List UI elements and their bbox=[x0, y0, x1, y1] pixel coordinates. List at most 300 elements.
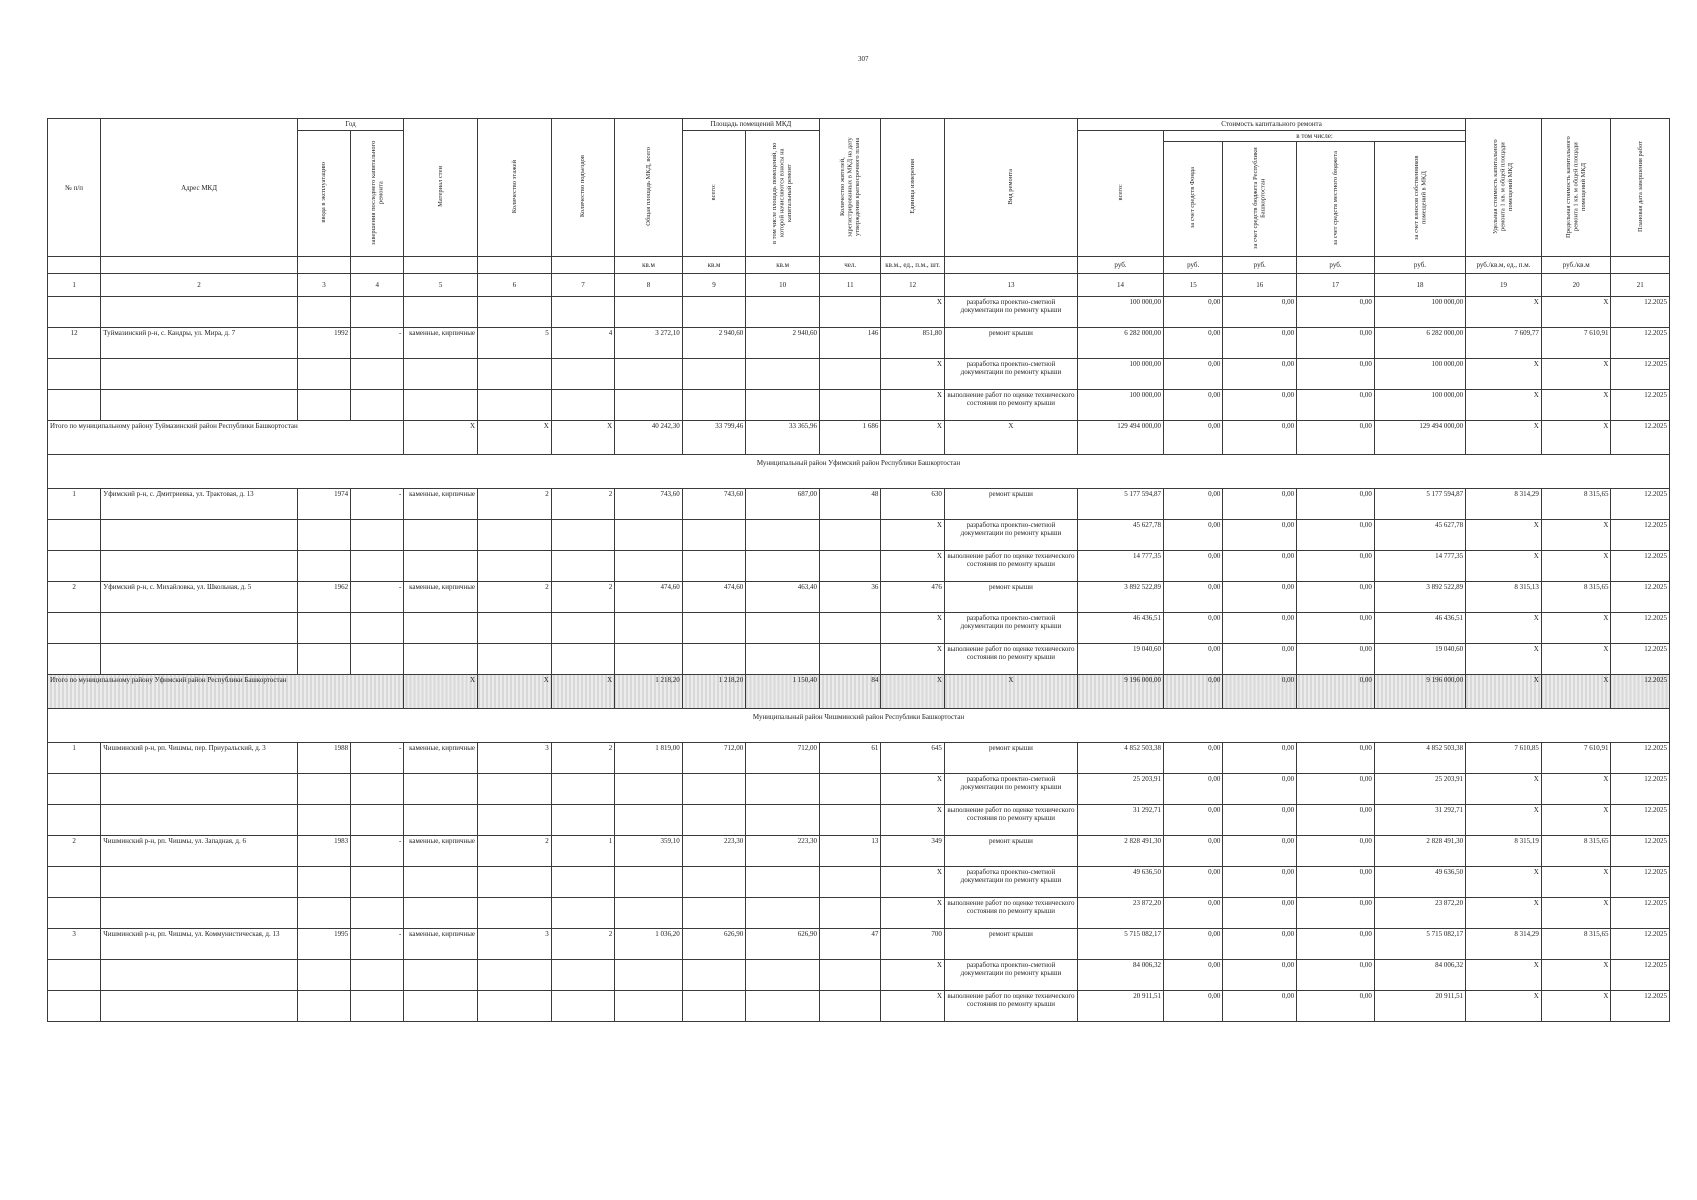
header-residents: Количество жителей, зарегистрированных в МКД на дату утверждения краткосрочного плана bbox=[820, 119, 881, 257]
table-cell: 129 494 000,00 bbox=[1078, 421, 1164, 455]
header-premises-paying: в том числе площадь помещений, по которой начисляются взносы на капитальный ремонт bbox=[746, 131, 820, 257]
table-cell: - bbox=[351, 929, 404, 960]
work-type-cell: выполнение работ по оценке технического состояния по ремонту крыши bbox=[944, 390, 1077, 421]
table-cell: 7 610,91 bbox=[1541, 743, 1611, 774]
table-cell bbox=[297, 805, 350, 836]
table-cell: каменные, кирпичные bbox=[404, 489, 478, 520]
table-cell bbox=[404, 867, 478, 898]
table-cell bbox=[615, 805, 683, 836]
table-cell bbox=[551, 960, 614, 991]
table-cell bbox=[101, 297, 298, 328]
table-cell: 2 bbox=[48, 582, 101, 613]
table-cell bbox=[820, 613, 881, 644]
table-cell: 476 bbox=[881, 582, 944, 613]
table-cell: 12.2025 bbox=[1611, 675, 1670, 709]
table-cell: 8 315,19 bbox=[1466, 836, 1542, 867]
table-cell bbox=[746, 867, 820, 898]
table-cell bbox=[478, 551, 552, 582]
header-year-last-repair: завершения последнего капитального ремонта bbox=[351, 131, 404, 257]
table-cell: X bbox=[1466, 644, 1542, 675]
table-cell: 0,00 bbox=[1297, 774, 1375, 805]
table-cell: 12.2025 bbox=[1611, 489, 1670, 520]
table-cell: X bbox=[1466, 675, 1542, 709]
table-cell: 48 bbox=[820, 489, 881, 520]
work-type-cell: выполнение работ по оценке технического состояния по ремонту крыши bbox=[944, 551, 1077, 582]
table-cell: 100 000,00 bbox=[1078, 390, 1164, 421]
table-cell: 36 bbox=[820, 582, 881, 613]
unit-cell: руб. bbox=[1078, 257, 1164, 274]
table-cell bbox=[746, 991, 820, 1022]
column-number: 3 bbox=[297, 274, 350, 297]
unit-cell bbox=[1611, 257, 1670, 274]
table-cell: 0,00 bbox=[1164, 328, 1223, 359]
table-cell: 0,00 bbox=[1297, 390, 1375, 421]
table-cell: X bbox=[1541, 867, 1611, 898]
table-cell bbox=[101, 644, 298, 675]
table-cell bbox=[101, 805, 298, 836]
header-unit-cost: Удельная стоимость капитального ремонта 1 кв. м общей площади помещений МКД bbox=[1466, 119, 1542, 257]
table-cell: 0,00 bbox=[1223, 421, 1297, 455]
table-cell: 12.2025 bbox=[1611, 644, 1670, 675]
work-type-cell: разработка проектно-сметной документации по ремонту крыши bbox=[944, 960, 1077, 991]
table-cell: 100 000,00 bbox=[1078, 359, 1164, 390]
table-cell bbox=[48, 359, 101, 390]
table-cell: X bbox=[1541, 551, 1611, 582]
table-cell bbox=[615, 898, 683, 929]
table-cell: 223,30 bbox=[746, 836, 820, 867]
table-cell: 2 940,60 bbox=[746, 328, 820, 359]
header-work-type: Вид ремонта bbox=[944, 119, 1077, 257]
column-number: 6 bbox=[478, 274, 552, 297]
work-type-cell: разработка проектно-сметной документации по ремонту крыши bbox=[944, 774, 1077, 805]
table-cell: 0,00 bbox=[1223, 328, 1297, 359]
table-cell: 33 365,96 bbox=[746, 421, 820, 455]
table-cell: каменные, кирпичные bbox=[404, 328, 478, 359]
unit-cell: кв.м bbox=[746, 257, 820, 274]
table-cell: X bbox=[1541, 644, 1611, 675]
table-cell: 5 715 082,17 bbox=[1374, 929, 1465, 960]
unit-cell: руб. bbox=[1297, 257, 1375, 274]
table-cell: 12.2025 bbox=[1611, 960, 1670, 991]
table-cell: 1 218,20 bbox=[682, 675, 745, 709]
table-cell: 12.2025 bbox=[1611, 991, 1670, 1022]
table-cell: 743,60 bbox=[682, 489, 745, 520]
table-cell: - bbox=[351, 836, 404, 867]
table-cell: 0,00 bbox=[1223, 836, 1297, 867]
table-cell bbox=[682, 551, 745, 582]
table-cell bbox=[615, 774, 683, 805]
table-cell: 0,00 bbox=[1223, 898, 1297, 929]
table-cell bbox=[101, 551, 298, 582]
table-cell bbox=[404, 774, 478, 805]
table-cell bbox=[615, 867, 683, 898]
table-cell: 2 bbox=[551, 489, 614, 520]
table-cell: 146 bbox=[820, 328, 881, 359]
table-cell bbox=[682, 774, 745, 805]
table-cell bbox=[682, 644, 745, 675]
table-cell bbox=[746, 520, 820, 551]
table-cell: X bbox=[1466, 774, 1542, 805]
work-row bbox=[48, 867, 1670, 898]
table-cell: 31 292,71 bbox=[1374, 805, 1465, 836]
table-cell: 645 bbox=[881, 743, 944, 774]
work-type-cell: ремонт крыши bbox=[944, 328, 1077, 359]
table-cell: 1 bbox=[48, 743, 101, 774]
table-cell: 6 282 000,00 bbox=[1078, 328, 1164, 359]
table-cell: 46 436,51 bbox=[1374, 613, 1465, 644]
work-type-cell: выполнение работ по оценке технического состояния по ремонту крыши bbox=[944, 898, 1077, 929]
table-cell bbox=[101, 520, 298, 551]
header-total-area: Общая площадь МКД, всего bbox=[615, 119, 683, 257]
table-cell: 100 000,00 bbox=[1078, 297, 1164, 328]
table-cell: X bbox=[1541, 520, 1611, 551]
table-cell: X bbox=[1466, 613, 1542, 644]
column-number: 2 bbox=[101, 274, 298, 297]
table-cell bbox=[746, 613, 820, 644]
header-address: Адрес МКД bbox=[101, 119, 298, 257]
table-cell: 12.2025 bbox=[1611, 297, 1670, 328]
table-cell: X bbox=[1541, 390, 1611, 421]
table-cell bbox=[404, 898, 478, 929]
table-cell bbox=[820, 644, 881, 675]
table-cell: 0,00 bbox=[1164, 359, 1223, 390]
table-cell: 0,00 bbox=[1223, 551, 1297, 582]
table-cell: X bbox=[944, 421, 1077, 455]
table-cell: X bbox=[551, 675, 614, 709]
table-cell: 0,00 bbox=[1164, 898, 1223, 929]
table-cell: 8 315,13 bbox=[1466, 582, 1542, 613]
table-cell: 851,80 bbox=[881, 328, 944, 359]
table-cell: 0,00 bbox=[1297, 359, 1375, 390]
table-cell: X bbox=[881, 613, 944, 644]
total-label: Итого по муниципальному району Туймазинский район Республики Башкортостан bbox=[48, 421, 404, 455]
table-cell bbox=[297, 613, 350, 644]
table-cell: 2 828 491,30 bbox=[1374, 836, 1465, 867]
table-cell: каменные, кирпичные bbox=[404, 582, 478, 613]
table-cell bbox=[551, 551, 614, 582]
table-cell: 8 315,65 bbox=[1541, 489, 1611, 520]
column-number: 12 bbox=[881, 274, 944, 297]
table-cell: 1 036,20 bbox=[615, 929, 683, 960]
table-cell: 5 177 594,87 bbox=[1078, 489, 1164, 520]
table-cell: 712,00 bbox=[746, 743, 820, 774]
header-wall-material: Материал стен bbox=[404, 119, 478, 257]
table-cell: 0,00 bbox=[1297, 836, 1375, 867]
table-cell: 46 436,51 bbox=[1078, 613, 1164, 644]
table-cell: 12.2025 bbox=[1611, 551, 1670, 582]
table-cell bbox=[297, 359, 350, 390]
table-cell bbox=[615, 991, 683, 1022]
header-cost-total: всего: bbox=[1078, 131, 1164, 257]
table-cell bbox=[682, 390, 745, 421]
table-cell bbox=[682, 613, 745, 644]
header-cost-owners: за счет взносов собственников помещений в МКД bbox=[1374, 142, 1465, 257]
table-cell: 0,00 bbox=[1164, 421, 1223, 455]
table-cell bbox=[297, 960, 350, 991]
table-cell: 49 636,50 bbox=[1374, 867, 1465, 898]
table-cell: 223,30 bbox=[682, 836, 745, 867]
work-type-cell: разработка проектно-сметной документации по ремонту крыши bbox=[944, 297, 1077, 328]
column-number: 1 bbox=[48, 274, 101, 297]
header-unit: Единица измерения bbox=[881, 119, 944, 257]
header-floors: Количество этажей bbox=[478, 119, 552, 257]
table-cell: X bbox=[881, 898, 944, 929]
table-cell: X bbox=[1466, 805, 1542, 836]
table-cell: 1962 bbox=[297, 582, 350, 613]
page-number: 307 bbox=[858, 55, 869, 63]
column-number: 15 bbox=[1164, 274, 1223, 297]
table-cell bbox=[820, 805, 881, 836]
table-cell bbox=[746, 960, 820, 991]
table-cell bbox=[351, 644, 404, 675]
table-cell bbox=[820, 898, 881, 929]
table-cell bbox=[297, 867, 350, 898]
table-cell bbox=[48, 867, 101, 898]
table-cell: каменные, кирпичные bbox=[404, 743, 478, 774]
table-cell: 0,00 bbox=[1297, 898, 1375, 929]
table-cell: X bbox=[1541, 805, 1611, 836]
table-cell: X bbox=[881, 359, 944, 390]
work-row bbox=[48, 805, 1670, 836]
work-type-cell: выполнение работ по оценке технического состояния по ремонту крыши bbox=[944, 805, 1077, 836]
table-cell bbox=[101, 960, 298, 991]
house-row bbox=[48, 929, 1670, 960]
table-cell bbox=[101, 991, 298, 1022]
table-cell: 0,00 bbox=[1164, 929, 1223, 960]
table-cell bbox=[404, 805, 478, 836]
table-cell bbox=[478, 613, 552, 644]
table-cell bbox=[297, 774, 350, 805]
table-cell bbox=[551, 297, 614, 328]
table-cell: X bbox=[881, 867, 944, 898]
table-cell: 0,00 bbox=[1297, 551, 1375, 582]
table-cell bbox=[820, 867, 881, 898]
table-cell: X bbox=[881, 297, 944, 328]
column-number: 8 bbox=[615, 274, 683, 297]
table-cell: X bbox=[1466, 297, 1542, 328]
table-cell bbox=[404, 644, 478, 675]
table-cell: X bbox=[881, 644, 944, 675]
table-cell: 0,00 bbox=[1297, 743, 1375, 774]
table-cell: Уфимский р-н, с. Дмитриевка, ул. Трактовая, д. 13 bbox=[101, 489, 298, 520]
total-label: Итого по муниципальному району Уфимский район Республики Башкортостан bbox=[48, 675, 404, 709]
table-cell: 743,60 bbox=[615, 489, 683, 520]
table-cell: 9 196 000,00 bbox=[1078, 675, 1164, 709]
table-cell: X bbox=[1466, 421, 1542, 455]
table-cell: 0,00 bbox=[1297, 520, 1375, 551]
table-cell bbox=[351, 867, 404, 898]
table-cell: - bbox=[351, 743, 404, 774]
table-cell: 474,60 bbox=[682, 582, 745, 613]
table-cell: 463,40 bbox=[746, 582, 820, 613]
table-cell bbox=[48, 297, 101, 328]
table-cell: 0,00 bbox=[1223, 805, 1297, 836]
table-cell: X bbox=[881, 390, 944, 421]
table-cell bbox=[48, 960, 101, 991]
table-cell: 0,00 bbox=[1223, 675, 1297, 709]
header-entrances: Количество подъездов bbox=[551, 119, 614, 257]
table-cell: 1 218,20 bbox=[615, 675, 683, 709]
table-cell bbox=[746, 551, 820, 582]
table-cell: 0,00 bbox=[1164, 805, 1223, 836]
table-cell: 9 196 000,00 bbox=[1374, 675, 1465, 709]
column-number: 10 bbox=[746, 274, 820, 297]
table-cell: 12.2025 bbox=[1611, 421, 1670, 455]
table-cell: X bbox=[881, 805, 944, 836]
table-cell: 1 bbox=[48, 489, 101, 520]
table-cell bbox=[820, 520, 881, 551]
column-numbers-row bbox=[48, 274, 1670, 297]
table-cell bbox=[551, 991, 614, 1022]
units-row bbox=[48, 257, 1670, 274]
table-cell bbox=[746, 805, 820, 836]
table-cell: 8 315,65 bbox=[1541, 836, 1611, 867]
table-cell bbox=[746, 297, 820, 328]
work-row bbox=[48, 960, 1670, 991]
table-cell: 349 bbox=[881, 836, 944, 867]
table-cell bbox=[551, 867, 614, 898]
table-cell: X bbox=[478, 421, 552, 455]
work-type-cell: ремонт крыши bbox=[944, 489, 1077, 520]
table-cell: 6 282 000,00 bbox=[1374, 328, 1465, 359]
table-cell: 19 040,60 bbox=[1374, 644, 1465, 675]
table-cell: 0,00 bbox=[1297, 489, 1375, 520]
work-type-cell: разработка проектно-сметной документации по ремонту крыши bbox=[944, 613, 1077, 644]
work-type-cell: разработка проектно-сметной документации по ремонту крыши bbox=[944, 359, 1077, 390]
region-title: Муниципальный район Чишминский район Республики Башкортостан bbox=[48, 709, 1670, 743]
table-cell bbox=[682, 805, 745, 836]
table-cell: 0,00 bbox=[1297, 297, 1375, 328]
table-cell: X bbox=[1541, 675, 1611, 709]
header-limit-cost: Предельная стоимость капитального ремонта 1 кв. м общей площади помещений МКД bbox=[1541, 119, 1611, 257]
table-cell bbox=[351, 520, 404, 551]
table-cell: 2 bbox=[551, 929, 614, 960]
table-cell: 8 315,65 bbox=[1541, 929, 1611, 960]
table-cell: 12.2025 bbox=[1611, 520, 1670, 551]
table-cell: 2 828 491,30 bbox=[1078, 836, 1164, 867]
table-cell: 20 911,51 bbox=[1078, 991, 1164, 1022]
table-cell bbox=[351, 805, 404, 836]
table-cell: X bbox=[1541, 421, 1611, 455]
table-cell: 0,00 bbox=[1164, 991, 1223, 1022]
table-cell bbox=[48, 991, 101, 1022]
table-cell: 8 314,29 bbox=[1466, 929, 1542, 960]
table-cell: 1995 bbox=[297, 929, 350, 960]
table-cell: 1 819,00 bbox=[615, 743, 683, 774]
capital-repair-table bbox=[47, 118, 1670, 1022]
column-number: 21 bbox=[1611, 274, 1670, 297]
table-cell: 14 777,35 bbox=[1374, 551, 1465, 582]
column-number: 19 bbox=[1466, 274, 1542, 297]
table-cell bbox=[682, 991, 745, 1022]
table-cell: 0,00 bbox=[1297, 929, 1375, 960]
table-cell: X bbox=[1541, 297, 1611, 328]
table-cell: 3 bbox=[478, 929, 552, 960]
table-cell bbox=[615, 520, 683, 551]
table-cell: X bbox=[881, 551, 944, 582]
table-cell: 1 150,40 bbox=[746, 675, 820, 709]
table-cell: каменные, кирпичные bbox=[404, 929, 478, 960]
table-cell bbox=[746, 898, 820, 929]
table-cell bbox=[615, 551, 683, 582]
table-cell bbox=[351, 551, 404, 582]
table-cell bbox=[551, 359, 614, 390]
table-cell: 0,00 bbox=[1164, 867, 1223, 898]
table-cell: каменные, кирпичные bbox=[404, 836, 478, 867]
table-cell bbox=[478, 805, 552, 836]
table-cell: 12.2025 bbox=[1611, 328, 1670, 359]
work-type-cell: ремонт крыши bbox=[944, 836, 1077, 867]
table-cell: 0,00 bbox=[1223, 867, 1297, 898]
table-cell: 5 bbox=[478, 328, 552, 359]
table-cell bbox=[297, 297, 350, 328]
table-cell: 474,60 bbox=[615, 582, 683, 613]
table-cell: 0,00 bbox=[1223, 390, 1297, 421]
table-cell: 84 bbox=[820, 675, 881, 709]
table-cell: 700 bbox=[881, 929, 944, 960]
table-cell: 61 bbox=[820, 743, 881, 774]
table-cell bbox=[551, 805, 614, 836]
table-cell bbox=[820, 297, 881, 328]
table-cell: 2 bbox=[478, 582, 552, 613]
table-cell bbox=[478, 390, 552, 421]
table-cell: 12.2025 bbox=[1611, 582, 1670, 613]
table-cell bbox=[297, 644, 350, 675]
work-type-cell: ремонт крыши bbox=[944, 582, 1077, 613]
table-cell: 1 686 bbox=[820, 421, 881, 455]
table-cell: 2 bbox=[551, 743, 614, 774]
table-cell: 630 bbox=[881, 489, 944, 520]
header-cost-local: за счет средств местного бюджета bbox=[1297, 142, 1375, 257]
column-number: 13 bbox=[944, 274, 1077, 297]
table-cell: 359,10 bbox=[615, 836, 683, 867]
table-cell: 0,00 bbox=[1223, 520, 1297, 551]
header-year-group: Год bbox=[297, 119, 403, 131]
total-row bbox=[48, 675, 1670, 709]
table-cell: 100 000,00 bbox=[1374, 390, 1465, 421]
table-cell: 0,00 bbox=[1297, 960, 1375, 991]
column-number: 9 bbox=[682, 274, 745, 297]
table-cell: X bbox=[404, 421, 478, 455]
table-cell: 23 872,20 bbox=[1374, 898, 1465, 929]
table-cell bbox=[297, 991, 350, 1022]
table-cell: 0,00 bbox=[1164, 836, 1223, 867]
table-cell: Чишминский р-н, рп. Чишмы, ул. Коммунистическая, д. 13 bbox=[101, 929, 298, 960]
table-cell bbox=[615, 390, 683, 421]
table-cell: 23 872,20 bbox=[1078, 898, 1164, 929]
table-cell bbox=[48, 898, 101, 929]
header-cost-incl: в том числе: bbox=[1164, 131, 1466, 142]
table-cell bbox=[478, 359, 552, 390]
table-cell: 100 000,00 bbox=[1374, 297, 1465, 328]
table-cell: 0,00 bbox=[1164, 390, 1223, 421]
unit-cell: чел. bbox=[820, 257, 881, 274]
house-row bbox=[48, 328, 1670, 359]
unit-cell: кв.м bbox=[682, 257, 745, 274]
table-cell: 0,00 bbox=[1164, 644, 1223, 675]
table-cell: X bbox=[1466, 898, 1542, 929]
table-cell: 1974 bbox=[297, 489, 350, 520]
table-cell bbox=[820, 774, 881, 805]
table-cell: 19 040,60 bbox=[1078, 644, 1164, 675]
unit-cell bbox=[478, 257, 552, 274]
table-cell: X bbox=[404, 675, 478, 709]
table-cell: 626,90 bbox=[682, 929, 745, 960]
header-premises-group: Площадь помещений МКД bbox=[682, 119, 819, 131]
work-type-cell: выполнение работ по оценке технического состояния по ремонту крыши bbox=[944, 644, 1077, 675]
table-cell: 2 940,60 bbox=[682, 328, 745, 359]
table-cell: X bbox=[1466, 960, 1542, 991]
